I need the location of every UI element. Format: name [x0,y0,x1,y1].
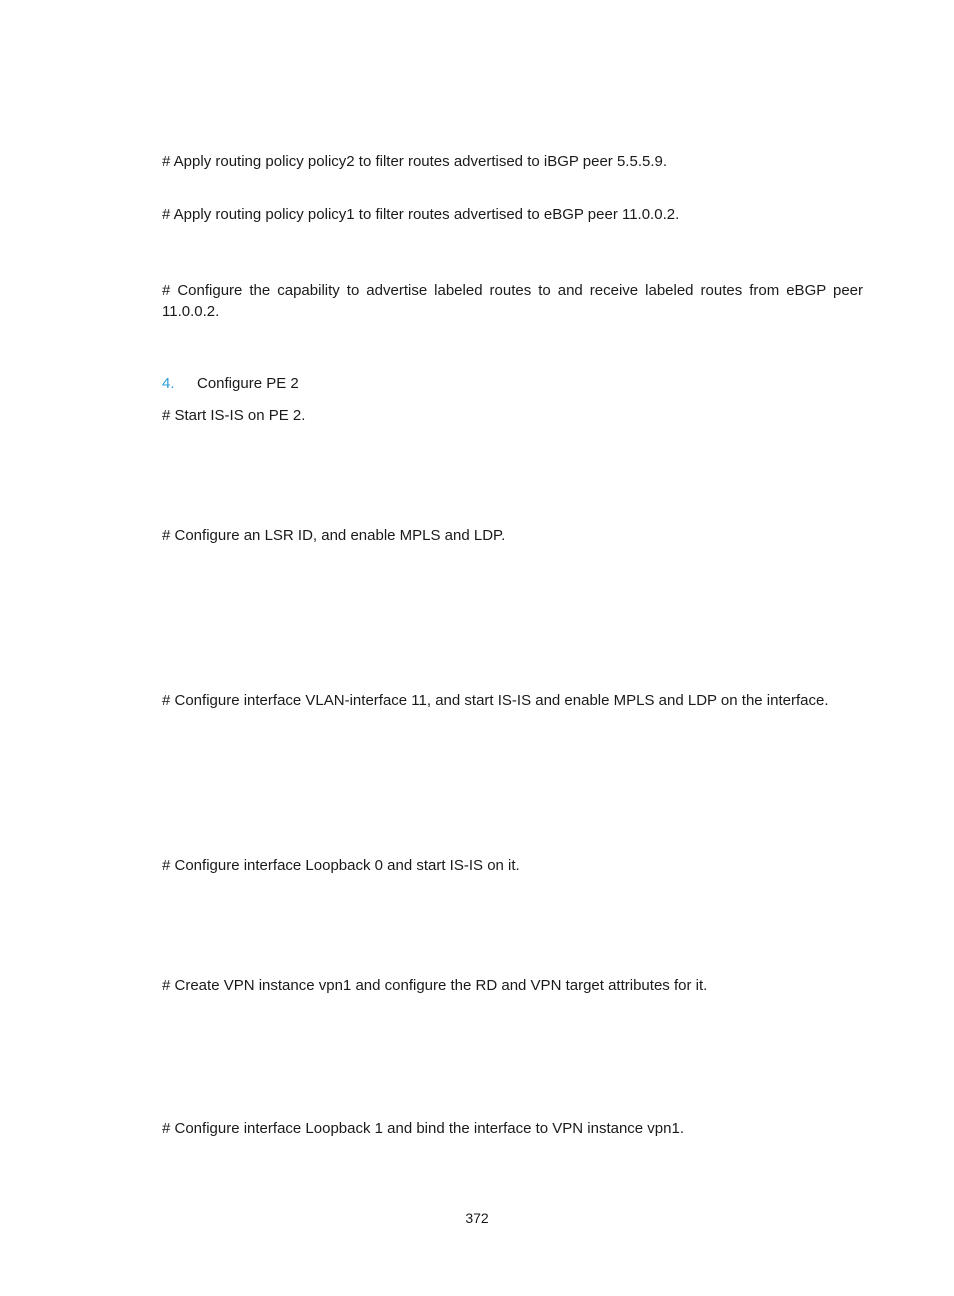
para-loopback1: # Configure interface Loopback 1 and bind the interface to VPN instance vpn1. [162,1120,685,1137]
step-number: 4. [162,375,175,392]
para-lsr-id: # Configure an LSR ID, and enable MPLS and LDP. [162,527,506,544]
para-start-isis: # Start IS-IS on PE 2. [162,407,306,424]
para-vlan-interface: # Configure interface VLAN-interface 11, and start IS-IS and enable MPLS and LDP on the interface. [162,692,829,709]
para-vpn-instance: # Create VPN instance vpn1 and configure the RD and VPN target attributes for it. [162,977,708,994]
para-apply-policy1: # Apply routing policy policy1 to filter routes advertised to eBGP peer 11.0.0.2. [162,206,680,223]
step-title: Configure PE 2 [197,375,299,392]
para-loopback0: # Configure interface Loopback 0 and start IS-IS on it. [162,857,520,874]
para-labeled-routes: # Configure the capability to advertise labeled routes to and receive labeled routes from eBGP peer 11.0.0.2. [162,282,863,320]
para-apply-policy2: # Apply routing policy policy2 to filter routes advertised to iBGP peer 5.5.5.9. [162,153,668,170]
page-number: 372 [465,1210,489,1226]
